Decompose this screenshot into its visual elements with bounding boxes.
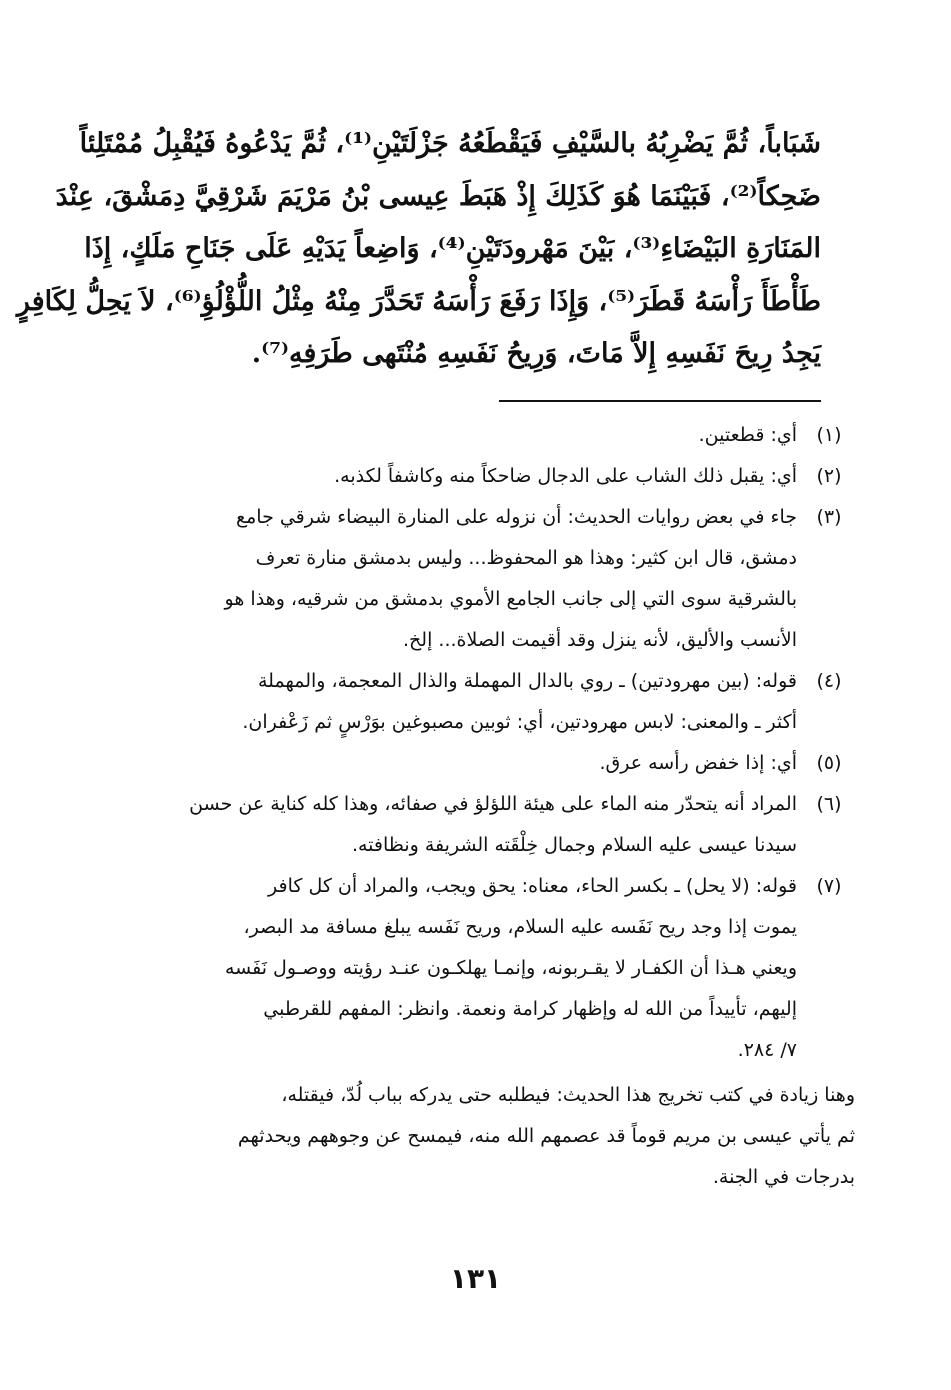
footnote-line: أي: يقبل ذلك الشاب على الدجال ضاحكاً منه وكاشفاً لكذبه. (334, 465, 797, 487)
footnote-body (131, 415, 797, 456)
hadith-line: طَأْطَأَ رَأْسَهُ قَطَرَ⁽⁵⁾، وَإِذَا رَفَعَ رَأْسَهُ تَحَدَّرَ مِنْهُ مِثْلُ اللُّؤْلُؤِ⁽⁶⁾، لاَ يَحِلُّ لِكَافِرٍ (16, 285, 821, 317)
footnote-body (131, 661, 797, 743)
footnote-line: ويعني هـذا أن الكفـار لا يقـربونه، وإنمـا يهلكـون عنـد رؤيته ووصـول نَفَسه (224, 957, 797, 979)
footnote-line: بالشرقية سوى التي إلى جانب الجامع الأموي بدمشق من شرقيه، وهذا هو (224, 588, 797, 610)
footnotes (131, 415, 855, 1198)
footnote-body (131, 497, 797, 661)
addendum-line: بدرجات في الجنة. (712, 1166, 855, 1188)
footnote-body (131, 456, 797, 497)
footnote-number: (٦) (816, 793, 842, 815)
footnote-line: دمشق، قال ابن كثير: وهذا هو المحفوظ... وليس بدمشق منارة تعرف (255, 547, 797, 569)
footnote-number: (٣) (816, 506, 842, 528)
footnote-body (131, 784, 797, 866)
footnote-line: جاء في بعض روايات الحديث: أن نزوله على المنارة البيضاء شرقي جامع (235, 506, 797, 528)
hadith-text (16, 118, 821, 381)
addendum-line: وهنا زيادة في كتب تخريج هذا الحديث: فيطلبه حتى يدركه بباب لُدّ، فيقتله، (281, 1084, 855, 1106)
hadith-line: شَبَاباً، ثُمَّ يَضْرِبُهُ بالسَّيْفِ فَيَقْطَعُهُ جَزْلَتَيْنِ⁽¹⁾، ثُمَّ يَدْعُوهُ فَيُقْبِلُ مُمْتَلِئاً (79, 128, 821, 159)
footnote-6 (131, 784, 855, 866)
footnote-line: سيدنا عيسى عليه السلام وجمال خِلْقَته الشريفة ونظافته. (351, 834, 797, 856)
footnote-line: قوله: (بين مهرودتين) ـ روي بالدال المهملة والذال المعجمة، والمهملة (258, 670, 797, 692)
footnote-separator (499, 400, 821, 402)
addendum-line: ثم يأتي عيسى بن مريم قوماً قد عصمهم الله منه، فيمسح عن وجوههم ويحدثهم (237, 1125, 855, 1147)
footnote-line: إليهم، تأييداً من الله له وإظهار كرامة ونعمة. وانظر: المفهم للقرطبي (263, 998, 797, 1020)
footnote-line: يموت إذا وجد ريح نَفَسه عليه السلام، وريح نَفَسه يبلغ مسافة مد البصر، (243, 916, 797, 938)
footnote-line: أكثر ـ والمعنى: لابس مهرودتين، أي: ثوبين مصبوغين بوَرْسٍ ثم زَعْفران. (242, 711, 797, 733)
footnote-line: المراد أنه يتحدّر منه الماء على هيئة اللؤلؤ في صفائه، وهذا كله كناية عن حسن (189, 793, 797, 815)
footnote-body (131, 866, 797, 1071)
hadith-line: المَنَارَةِ البَيْضَاءِ⁽³⁾، بَيْنَ مَهْرودَتَيْنِ⁽⁴⁾، وَاضِعاً يَدَيْهِ عَلَى جَنَاحِ مَلَكٍ، إِذَا (84, 233, 821, 264)
footnote-number: (٢) (816, 465, 842, 487)
footnote-line: أي: قطعتين. (698, 424, 797, 446)
footnote-line: أي: إذا خفض رأسه عرق. (599, 752, 797, 774)
footnote-line: قوله: (لا يحل) ـ بكسر الحاء، معناه: يحق ويجب، والمراد أن كل كافر (268, 875, 797, 897)
footnote-body (131, 743, 797, 784)
footnote-addendum (131, 1075, 855, 1198)
hadith-line: يَجِدُ رِيحَ نَفَسِهِ إِلاَّ مَاتَ، وَرِيحُ نَفَسِهِ مُنْتَهى طَرَفِهِ⁽⁷⁾. (251, 338, 821, 369)
footnote-line: الأنسب والأليق، لأنه ينزل وقد أقيمت الصلاة... إلخ. (403, 629, 797, 651)
footnote-line: ٧/ ٢٨٤. (737, 1039, 797, 1061)
footnote-4 (131, 661, 855, 743)
footnote-number: (١) (816, 424, 842, 446)
hadith-line: ضَحِكاً⁽²⁾، فَبَيْنَمَا هُوَ كَذَلِكَ إِذْ هَبَطَ عِيسى بْنُ مَرْيَمَ شَرْقِيَّ دِمَشْقَ، عِنْدَ (55, 180, 821, 212)
footnote-number: (٤) (816, 670, 842, 692)
footnote-2 (131, 456, 855, 497)
footnote-1 (131, 415, 855, 456)
page-number: ١٣١ (449, 1262, 502, 1295)
footnote-number: (٧) (816, 875, 842, 897)
footnote-7 (131, 866, 855, 1071)
footnote-number: (٥) (816, 752, 842, 774)
footnote-5 (131, 743, 855, 784)
footnote-3 (131, 497, 855, 661)
